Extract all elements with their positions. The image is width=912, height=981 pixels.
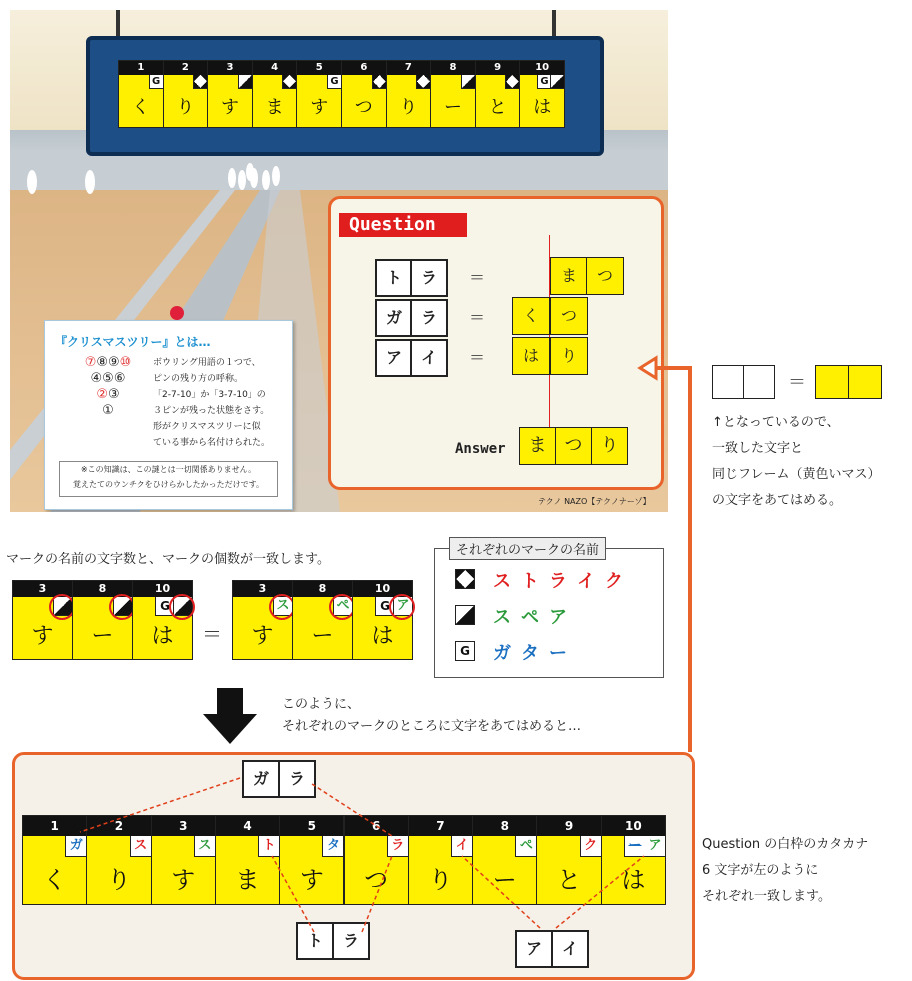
katakana-cell: イ [410,339,448,377]
question-equals: ＝ [469,348,486,367]
legend-name-char: ク [605,571,623,592]
frame-char: ー [443,97,462,118]
frame-number: 4 [253,61,297,75]
answer-cell: つ [555,427,592,465]
note-title: 『クリスマスツリー』とは… [55,335,211,349]
frame-char: く [131,97,150,118]
pin-row-4: ⑦⑧⑨⑩ [84,355,132,370]
katakana-box-cell: ト [296,922,334,960]
frame-char: ま [265,97,284,118]
frame-char: は [533,97,552,118]
result-mark-char: イ [451,836,472,857]
frame-number: 10 [520,61,564,75]
frame-char: く [42,866,67,894]
frame-char: ー [91,624,114,649]
result-mark-char: ス [194,836,215,857]
frame-char: つ [354,97,373,118]
katakana-box-cell: ラ [332,922,370,960]
legend-name-char: イ [577,571,595,592]
result-side-text: Question の白枠のカタカナ 6 文字が左のように それぞれ一致します。 [702,837,869,904]
frame-char: り [428,866,453,894]
legend-title: それぞれのマークの名前 [449,537,606,560]
gutter-mark-icon: G [327,75,341,89]
yellow-grid-cell: く [512,297,550,335]
spare-mark-text: ア [393,597,412,616]
result-mark-char: ガ [65,836,86,857]
result-mark-char: ペ [515,836,536,857]
result-mark-char: ス [130,836,151,857]
frame-char: と [557,866,582,894]
frame-char: り [176,97,195,118]
katakana-cell: ト [375,259,413,297]
legend-name-char: ー [549,643,567,664]
frame-number: 4 [216,816,279,836]
gutter-mark-icon: G [537,75,551,89]
yellow-grid-cell: つ [550,297,588,335]
note-disclaimer: ※この知識は、この謎とは一切関係ありません。 覚えたてのウンチクをひけらかしたかっただけです。 [59,461,278,497]
frame-number: 8 [473,816,536,836]
legend-name-char: ペ [521,607,539,628]
result-mark-char: ト [258,836,279,857]
frame-char: す [171,866,196,894]
example-equals: ＝ [202,622,222,646]
arrow-caption: このように、 それぞれのマークのところに文字をあてはめると… [282,697,582,734]
legend-name-char: ス [493,571,511,592]
frame-number: 3 [152,816,215,836]
pin-row-2: ②③ [96,387,120,402]
frame-number: 2 [87,816,150,836]
credit-text: テクノ NAZO【テクノナーゾ】 [538,497,651,506]
frame-number: 7 [387,61,431,75]
legend-name-char: ガ [493,643,511,664]
frame-char: す [310,97,329,118]
frame-char: す [31,624,54,649]
katakana-cell: ガ [375,299,413,337]
pin-row-1: ① [102,403,114,418]
frame-char: ー [311,624,334,649]
frame-number: 8 [73,581,132,597]
frame-char: り [399,97,418,118]
frame-number: 9 [476,61,520,75]
katakana-box-cell: ガ [242,760,280,798]
spare-mark-text: ス [273,597,292,616]
katakana-box-cell: ア [515,930,553,968]
frame-number: 6 [342,61,386,75]
frame-char: す [220,97,239,118]
frame-number: 6 [345,816,408,836]
yellow-grid-cell: り [550,337,588,375]
frame-number: 7 [409,816,472,836]
explain-line: マークの名前の文字数と、マークの個数が一致します。 [6,552,330,567]
gutter-mark-icon: G [155,597,174,616]
yellow-grid-cell: つ [586,257,624,295]
frame-number: 1 [23,816,86,836]
result-mark-extra: ー [624,836,645,857]
frame-number: 10 [353,581,412,597]
katakana-cell: ラ [410,299,448,337]
note-body: ボウリング用語の１つで、 ピンの残り方の呼称。 「2-7-10」か「3-7-10」の ３ピンが残った状態をさす。 形がクリスマスツリーに似 ている事から名付けられた。 [153,358,271,448]
pin-row-3: ④⑤⑥ [90,371,126,386]
gutter-legend-icon: G [455,641,475,661]
katakana-cell: ア [375,339,413,377]
question-equals: ＝ [469,308,486,327]
frame-char: は [621,866,646,894]
frame-number: 3 [233,581,292,597]
question-label: Question [339,213,467,237]
frame-number: 8 [293,581,352,597]
legend-name-char: ア [549,607,567,628]
hint-text: ↑となっているので、 一致した文字と 同じフレーム（黄色いマス） の文字をあてはめる。 [712,415,881,508]
frame-char: り [106,866,131,894]
answer-cell: ま [519,427,556,465]
frame-number: 8 [431,61,475,75]
katakana-box-cell: イ [551,930,589,968]
frame-char: つ [364,866,389,894]
katakana-cell: ラ [410,259,448,297]
frame-number: 1 [119,61,163,75]
frame-char: す [251,624,274,649]
frame-char: ま [235,866,260,894]
frame-number: 5 [280,816,343,836]
frame-number: 3 [13,581,72,597]
result-mark-char: ラ [387,836,408,857]
frame-number: 10 [133,581,192,597]
answer-cell: り [591,427,628,465]
hint-equals: ＝ [788,372,806,393]
legend-name-char: タ [521,643,539,664]
gutter-mark-icon: G [149,75,163,89]
legend-name-char: ト [521,571,539,592]
question-equals: ＝ [469,268,486,287]
spare-mark-text: ペ [333,597,352,616]
frame-char: ー [492,866,517,894]
result-mark-char: ク [580,836,601,857]
result-mark-char: タ [322,836,343,857]
legend-name-char: ラ [549,571,567,592]
legend-name-char: ス [493,607,511,628]
yellow-grid-cell: ま [550,257,588,295]
gutter-mark-icon: G [375,597,394,616]
frame-number: 9 [537,816,600,836]
frame-number: 2 [164,61,208,75]
frame-char: は [371,624,394,649]
frame-char: す [299,866,324,894]
answer-label: Answer [455,441,506,457]
result-mark-char: ア [644,836,665,857]
frame-char: と [488,97,507,118]
frame-number: 3 [208,61,252,75]
frame-char: は [151,624,174,649]
yellow-grid-cell: は [512,337,550,375]
frame-number: 10 [602,816,665,836]
katakana-box-cell: ラ [278,760,316,798]
frame-number: 5 [297,61,341,75]
